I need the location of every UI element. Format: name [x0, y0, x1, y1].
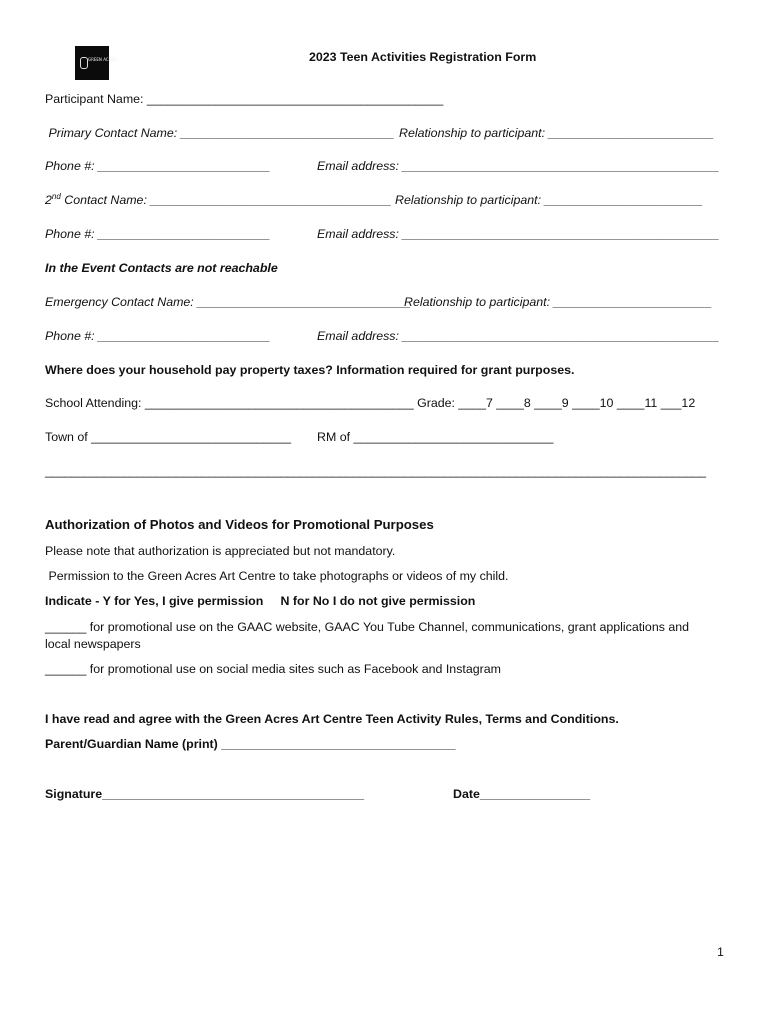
rm-of-field[interactable]: RM of _____________________________ [317, 430, 554, 444]
primary-contact-relationship-field[interactable]: Relationship to participant: ________________________ [399, 126, 714, 140]
primary-contact-email-field[interactable]: Email address: ______________________________________________ [317, 159, 720, 173]
organization-logo [75, 46, 117, 80]
participant-name-field[interactable]: Participant Name: ___________________________________________ [45, 92, 444, 106]
authorization-heading: Authorization of Photos and Videos for Promotional Purposes [45, 517, 434, 532]
second-contact-name-label: Contact Name: ___________________________________ [60, 193, 392, 207]
form-title: 2023 Teen Activities Registration Form [309, 50, 537, 64]
agreement-statement: I have read and agree with the Green Acres Art Centre Teen Activity Rules, Terms and Conditions. [45, 712, 619, 726]
emergency-contact-email-field[interactable]: Email address: ______________________________________________ [317, 329, 720, 343]
authorization-permission-text: Permission to the Green Acres Art Centre to take photographs or videos of my child. [45, 569, 509, 583]
signature-field[interactable]: Signature______________________________________ [45, 787, 365, 801]
date-field[interactable]: Date________________ [453, 787, 591, 801]
emergency-contact-relationship-field[interactable]: Relationship to participant: _______________________ [404, 295, 712, 309]
second-contact-name-field[interactable] [45, 192, 392, 208]
event-contacts-heading: In the Event Contacts are not reachable [45, 261, 278, 275]
full-width-field-line[interactable]: _____________________________________________________________________________________________________ [45, 464, 706, 478]
promo-website-option-continued: local newspapers [45, 637, 141, 651]
school-grade-field[interactable]: School Attending: _______________________________________ Grade: ____7 ____8 ____9 ____10 ____11 ___12 [45, 396, 696, 410]
authorization-note: Please note that authorization is appreciated but not mandatory. [45, 544, 396, 558]
logo-text: GREEN ACRES [88, 57, 117, 62]
page-number: 1 [717, 945, 724, 959]
authorization-indicate-instructions: Indicate - Y for Yes, I give permission N for No I do not give permission [45, 594, 476, 608]
primary-contact-name-field[interactable]: Primary Contact Name: _______________________________ [45, 126, 395, 140]
second-contact-relationship-field[interactable]: Relationship to participant: _______________________ [395, 193, 703, 207]
emergency-contact-name-field[interactable]: Emergency Contact Name: _______________________________ [45, 295, 411, 309]
logo-mark-icon [80, 57, 88, 69]
promo-website-option[interactable]: ______ for promotional use on the GAAC website, GAAC You Tube Channel, communications, grant applications and [45, 620, 690, 634]
guardian-name-field[interactable]: Parent/Guardian Name (print) __________________________________ [45, 737, 456, 751]
town-of-field[interactable]: Town of _____________________________ [45, 430, 291, 444]
second-contact-ordinal: 2 [45, 193, 52, 207]
primary-contact-phone-field[interactable]: Phone #: _________________________ [45, 159, 271, 173]
property-tax-question: Where does your household pay property taxes? Information required for grant purposes. [45, 363, 575, 377]
second-contact-phone-field[interactable]: Phone #: _________________________ [45, 227, 271, 241]
second-contact-ordinal-suffix: nd [51, 191, 61, 201]
second-contact-email-field[interactable]: Email address: ______________________________________________ [317, 227, 720, 241]
promo-social-media-option[interactable]: ______ for promotional use on social media sites such as Facebook and Instagram [45, 662, 501, 676]
emergency-contact-phone-field[interactable]: Phone #: _________________________ [45, 329, 271, 343]
